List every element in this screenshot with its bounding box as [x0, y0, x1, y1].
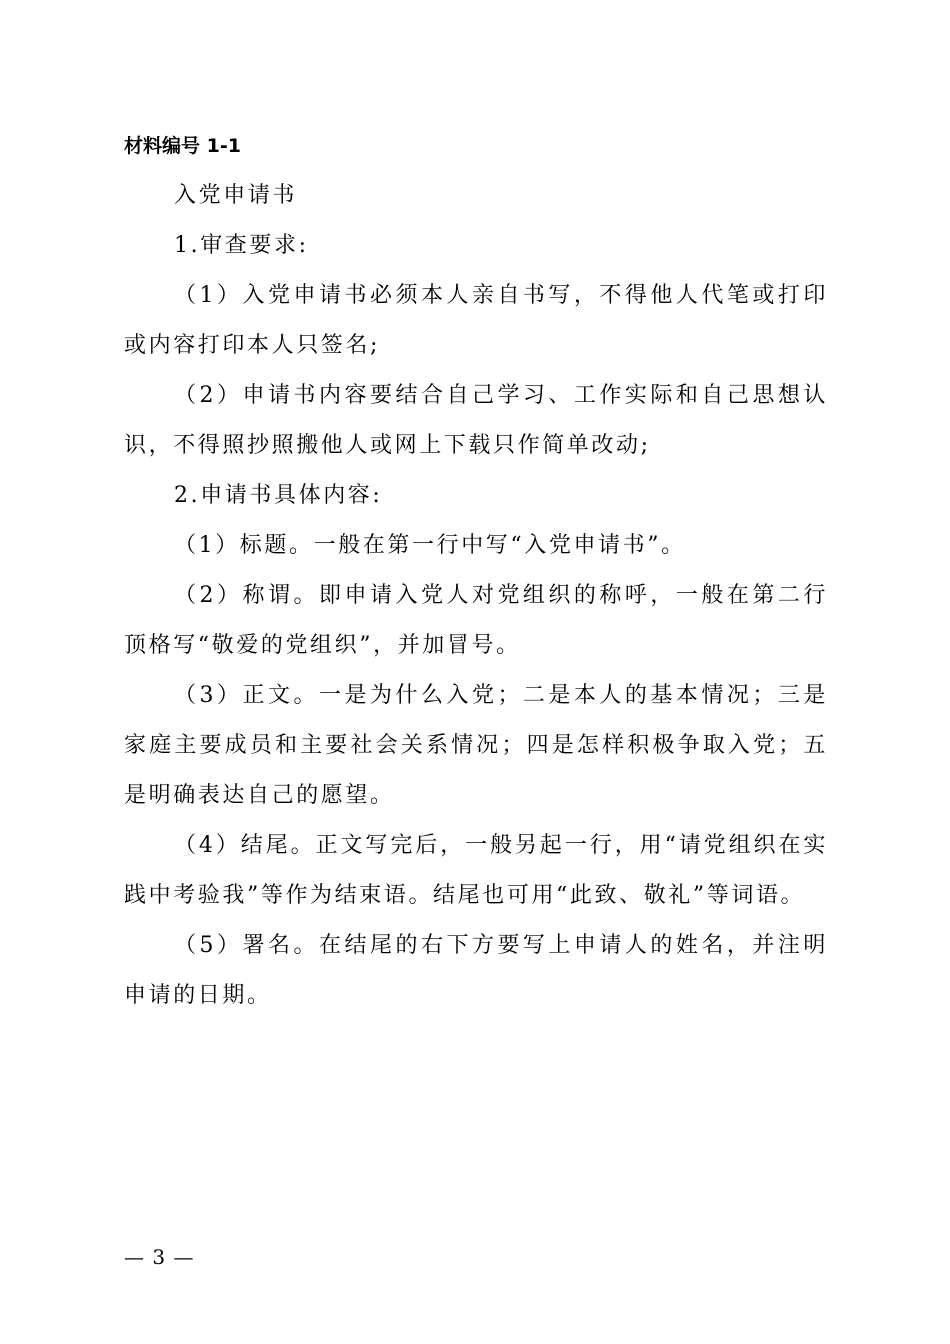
content-item-body: （3）正文。一是为什么入党；二是本人的基本情况；三是家庭主要成员和主要社会关系情况；四是怎样积极争取入党；五是明确表达自己的愿望。 — [124, 683, 828, 808]
document-body — [124, 171, 828, 1021]
requirement-item-1: （1）入党申请书必须本人亲自书写，不得他人代笔或打印或内容打印本人只签名; — [124, 283, 828, 358]
page-number: — 3 — — [124, 1245, 195, 1269]
content-item-closing: （4）结尾。正文写完后，一般另起一行，用“请党组织在实践中考验我”等作为结束语。结尾也可用“此致、敬礼”等词语。 — [124, 833, 828, 908]
material-number: 材料编号 1-1 — [124, 135, 241, 157]
content-item-signature: （5）署名。在结尾的右下方要写上申请人的姓名，并注明申请的日期。 — [124, 933, 828, 1008]
requirement-item-2: （2）申请书内容要结合自己学习、工作实际和自己思想认识，不得照抄照搬他人或网上下载只作简单改动; — [124, 383, 828, 458]
content-heading: 2.申请书具体内容: — [174, 483, 383, 508]
review-requirements-heading: 1.审查要求: — [174, 233, 309, 258]
section-title: 入党申请书 — [174, 183, 298, 208]
content-item-salutation: （2）称谓。即申请入党人对党组织的称呼，一般在第二行顶格写“敬爱的党组织”，并加冒号。 — [124, 583, 828, 658]
content-item-title: （1）标题。一般在第一行中写“入党申请书”。 — [174, 533, 686, 558]
